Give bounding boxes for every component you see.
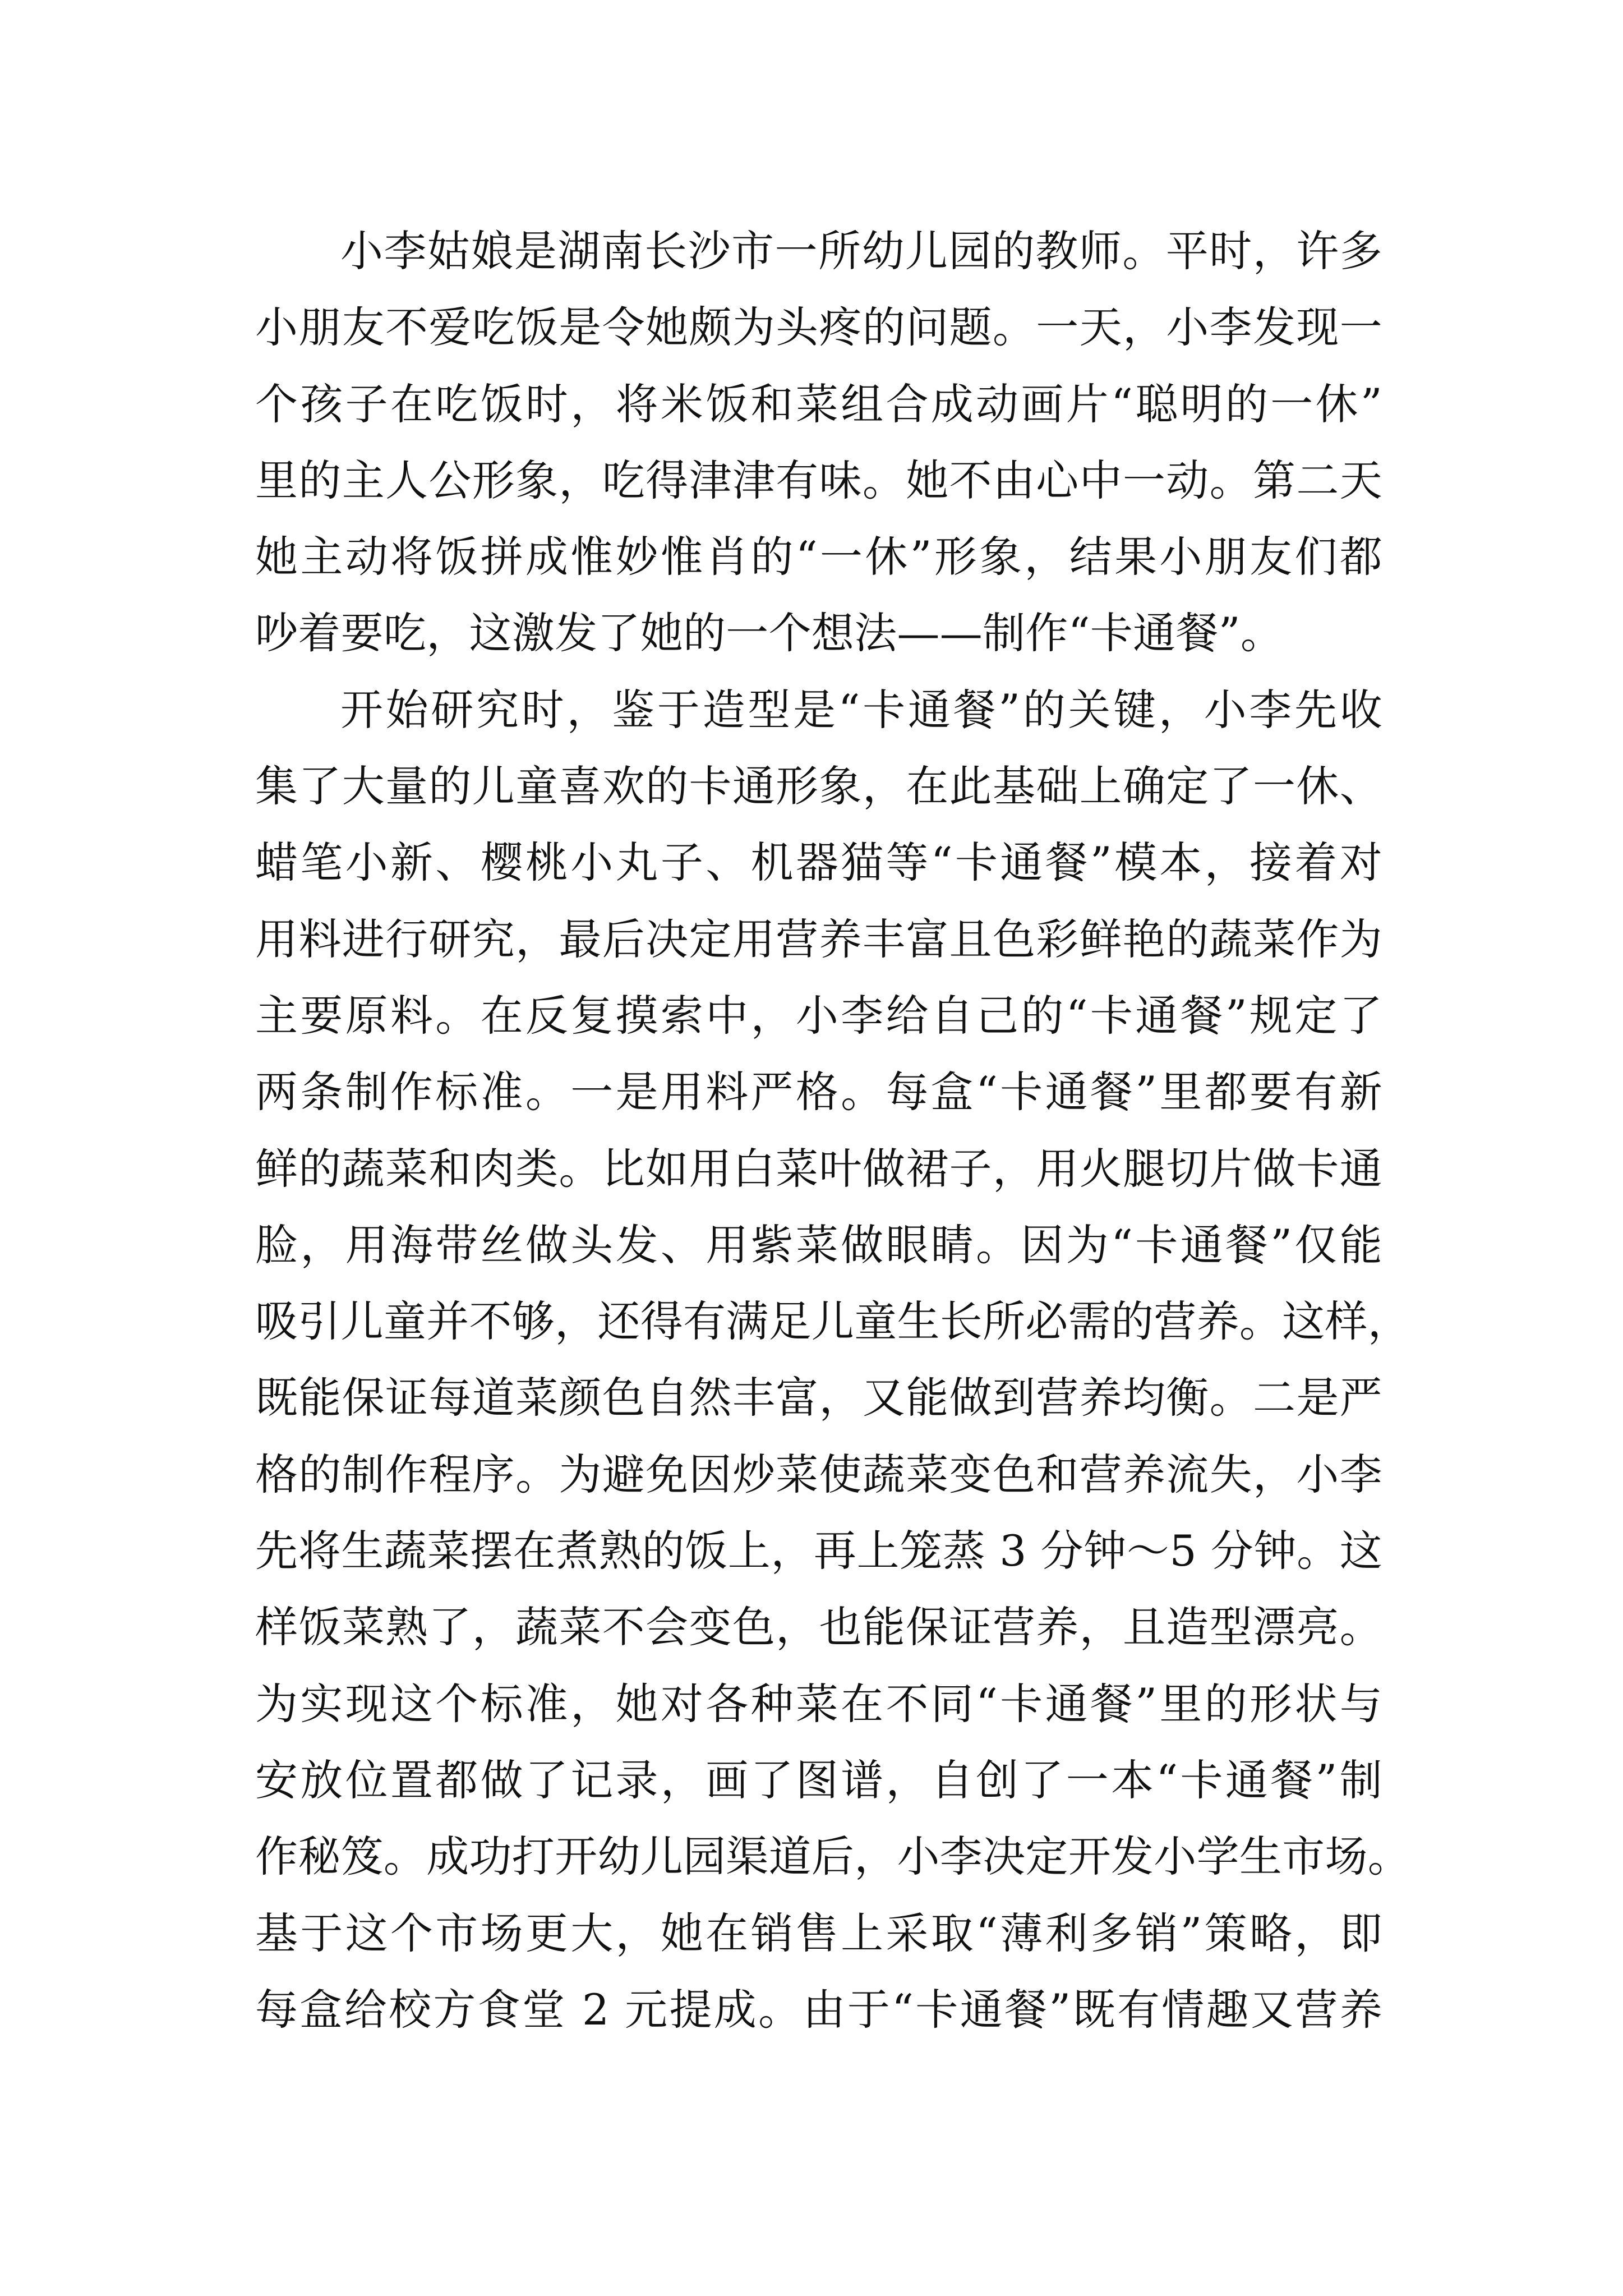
text-line: 先将生蔬菜摆在煮熟的饭上，再上笼蒸 3 分钟～5 分钟。这 — [255, 1526, 1382, 1576]
text-line: 每盒给校方食堂 2 元提成。由于“卡通餐”既有情趣又营养 — [255, 1984, 1382, 2035]
text-line: 小朋友不爱吃饭是令她颇为头疼的问题。一天，小李发现一 — [255, 302, 1382, 353]
text-line: 为实现这个标准，她对各种菜在不同“卡通餐”里的形状与 — [255, 1678, 1382, 1729]
text-line: 两条制作标准。一是用料严格。每盒“卡通餐”里都要有新 — [255, 1067, 1382, 1117]
text-line: 用料进行研究，最后决定用营养丰富且色彩鲜艳的蔬菜作为 — [255, 914, 1382, 964]
text-line: 集了大量的儿童喜欢的卡通形象，在此基础上确定了一休、 — [255, 761, 1382, 812]
text-line: 脸，用海带丝做头发、用紫菜做眼睛。因为“卡通餐”仅能 — [255, 1220, 1382, 1270]
text-line: 个孩子在吃饭时，将米饭和菜组合成动画片“聪明的一休” — [255, 379, 1382, 429]
text-line: 吵着要吃，这激发了她的一个想法——制作“卡通餐”。 — [255, 608, 1284, 659]
text-line: 吸引儿童并不够，还得有满足儿童生长所必需的营养。这样， — [255, 1296, 1411, 1347]
text-line: 小李姑娘是湖南长沙市一所幼儿园的教师。平时，许多 — [340, 226, 1382, 276]
text-line: 开始研究时，鉴于造型是“卡通餐”的关键，小李先收 — [340, 684, 1382, 735]
text-line: 蜡笔小新、樱桃小丸子、机器猫等“卡通餐”模本，接着对 — [255, 838, 1382, 888]
text-line: 主要原料。在反复摸索中，小李给自己的“卡通餐”规定了 — [255, 990, 1382, 1041]
text-line: 作秘笈。成功打开幼儿园渠道后，小李决定开发小学生市场。 — [255, 1832, 1411, 1882]
text-line: 里的主人公形象，吃得津津有味。她不由心中一动。第二天 — [255, 455, 1382, 505]
text-line: 基于这个市场更大，她在销售上采取“薄利多销”策略，即 — [255, 1908, 1382, 1958]
text-line: 她主动将饭拼成惟妙惟肖的“一休”形象，结果小朋友们都 — [255, 532, 1382, 582]
text-line: 安放位置都做了记录，画了图谱，自创了一本“卡通餐”制 — [255, 1755, 1382, 1805]
body-text — [255, 213, 1411, 2048]
text-line: 鲜的蔬菜和肉类。比如用白菜叶做裙子，用火腿切片做卡通 — [255, 1143, 1382, 1194]
text-line: 既能保证每道菜颜色自然丰富，又能做到营养均衡。二是严 — [255, 1373, 1382, 1423]
text-line: 样饭菜熟了，蔬菜不会变色，也能保证营养，且造型漂亮。 — [255, 1602, 1382, 1653]
text-line: 格的制作程序。为避免因炒菜使蔬菜变色和营养流失，小李 — [255, 1449, 1382, 1499]
